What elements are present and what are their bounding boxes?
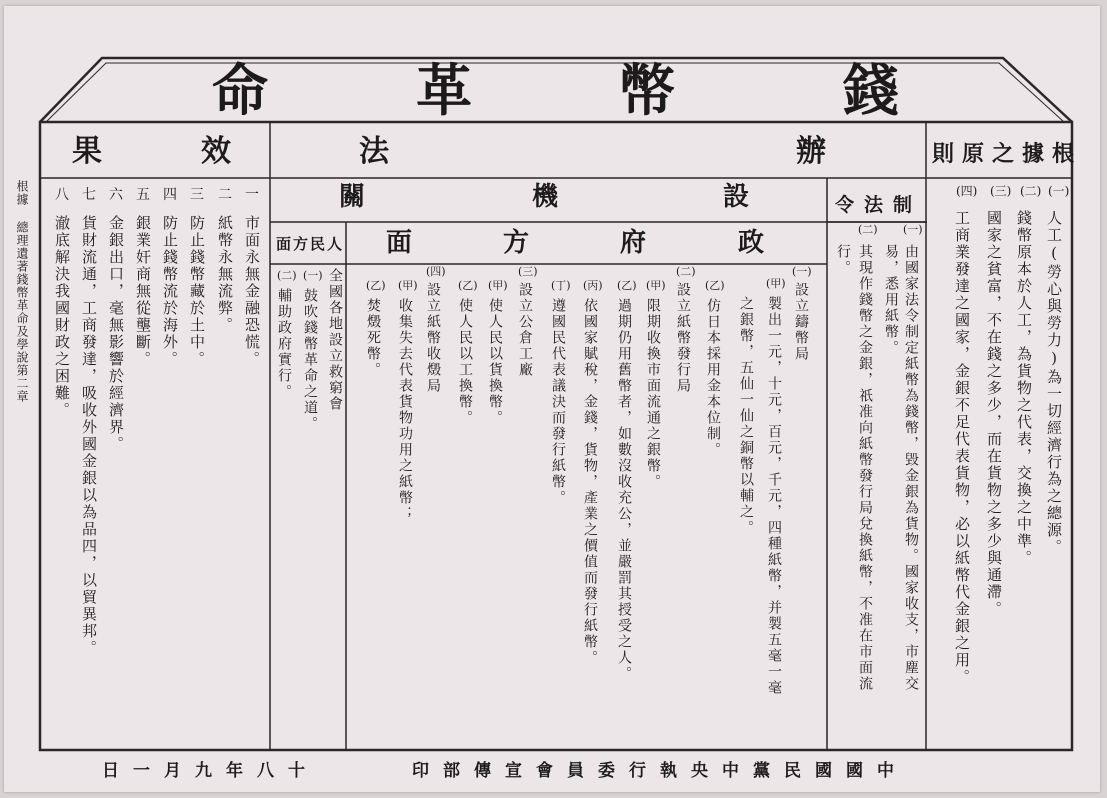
gov-head-2: 設立紙幣發行局 — [675, 282, 691, 394]
gov-header-char-3: 方 — [503, 228, 530, 258]
gov-2-sub-2-line: 過期仍用舊幣者，如數沒收充公，並嚴罰其授受之人。 — [616, 298, 632, 682]
principle-text-3: 國家之貧富，不在錢之多少，而在貨物之多少與通滯。 — [985, 210, 1003, 618]
method-header-char-1: 辦 — [796, 134, 826, 169]
decree-header: 制法令 — [835, 194, 923, 216]
principle-num-3: (三) — [990, 184, 1012, 198]
gov-2-sub-4-num: (丁) — [551, 279, 571, 292]
effect-text-1: 市面永無金融恐慌。 — [243, 215, 261, 368]
gov-num-1: (一) — [792, 265, 812, 278]
agencies-header-char-2: 機 — [532, 182, 559, 212]
title-char-2: 幣 — [619, 58, 675, 124]
gov-1-sub-1-line-1: 製出一元，十元，百元，千元，四種紙幣，并製五毫一毫 — [766, 296, 782, 696]
decree-1-line-2: 易，悉用紙幣。 — [883, 244, 899, 356]
effect-header-char-2: 果 — [72, 134, 102, 169]
gov-2-sub-2-num: (乙) — [617, 279, 637, 292]
decree-1-line-1: 由國家法令制定紙幣為錢幣，毀金銀為貨物。國家收支，市塵交 — [903, 244, 919, 692]
effect-text-5: 銀業奸商無從壟斷。 — [134, 215, 152, 368]
people-num-2: (二) — [277, 269, 297, 282]
people-num-1: (一) — [303, 269, 323, 282]
gov-head-1: 設立鑄幣局 — [793, 282, 809, 362]
gov-4-sub-2-line: 焚燬死幣。 — [365, 298, 381, 378]
gov-2-sub-4-line: 遵國民代表議決而發行紙幣。 — [550, 298, 566, 506]
effect-num-1: 一 — [245, 187, 259, 203]
gov-4-sub-2-num: (乙) — [366, 279, 386, 292]
title-char-1: 錢 — [843, 58, 899, 124]
principle-header: 根據之原則 — [932, 141, 1083, 167]
method-header-char-2: 法 — [359, 134, 389, 169]
publisher-footer: 中國國民黨中央執行委員會宣傳部印 — [412, 761, 908, 781]
effect-num-4: 四 — [163, 187, 177, 203]
agencies-header-char-3: 關 — [339, 182, 366, 212]
effect-num-2: 二 — [218, 187, 232, 203]
effect-num-3: 三 — [190, 187, 204, 203]
principle-num-1: (一) — [1048, 184, 1070, 198]
principle-text-1: 人工(勞心與勞力)為一切經濟行為之總源。 — [1045, 210, 1063, 556]
gov-2-sub-0-num: (乙) — [705, 279, 725, 292]
people-1-text: 全國各地設立救窮會 — [327, 268, 343, 412]
decree-2-line-2: 行。 — [835, 244, 851, 276]
effect-text-7: 貨財流通，工商發達，吸收外國金銀以為品四，以貿異邦。 — [80, 215, 98, 657]
gov-2-sub-3-num: (丙) — [583, 279, 603, 292]
agencies-header-char-1: 設 — [723, 182, 750, 212]
gov-3-sub-1-num: (甲) — [488, 279, 508, 292]
gov-3-sub-2-num: (乙) — [458, 279, 478, 292]
effect-num-7: 七 — [82, 187, 96, 203]
gov-num-4: (四) — [426, 265, 446, 278]
title-char-4: 命 — [212, 58, 268, 124]
principle-num-4: (四) — [956, 184, 978, 198]
people-1-line-2: 鼓吹錢幣革命之道。 — [302, 288, 318, 432]
decree-num-2: (二) — [858, 223, 878, 236]
effect-text-4: 防止錢幣流於海外。 — [161, 215, 179, 368]
date-footer: 十八年九月一日 — [102, 761, 319, 781]
gov-3-sub-1-line: 使人民以貨換幣。 — [487, 298, 503, 426]
gov-num-3: (三) — [518, 265, 538, 278]
effect-num-6: 六 — [109, 187, 123, 203]
effect-text-8: 澈底解決我國財政之困難。 — [53, 215, 71, 419]
people-header: 人民方面 — [276, 235, 345, 253]
gov-num-2: (二) — [676, 265, 696, 278]
people-2-text: 輔助政府實行。 — [276, 288, 292, 400]
gov-header-char-2: 府 — [620, 228, 647, 258]
effect-num-5: 五 — [136, 187, 150, 203]
effect-num-8: 八 — [55, 187, 69, 203]
gov-head-4: 設立紙幣收燬局 — [425, 282, 441, 394]
effect-text-3: 防止錢幣藏於土中。 — [188, 215, 206, 368]
gov-1-sub-1-num: (甲) — [766, 277, 786, 290]
gov-1-sub-1-line-2: 之銀幣，五仙一仙之銅幣以輔之。 — [738, 296, 754, 536]
principle-text-4: 工商業發達之國家，金銀不足代表貨物，必以紙幣代金銀之用。 — [953, 210, 971, 686]
gov-4-sub-1-num: (甲) — [398, 279, 418, 292]
decree-2-line-1: 其現作錢幣之金銀，祇准向紙幣發行局兌換紙幣，不准在市面流 — [857, 244, 873, 692]
gov-header-char-1: 政 — [738, 228, 765, 258]
gov-2-sub-1-num: (甲) — [646, 279, 666, 292]
source-note: 根據 總理遺著錢幣革命及學說第二章 — [15, 180, 29, 403]
gov-2-sub-1-line: 限期收換市面流通之銀幣。 — [645, 298, 661, 490]
gov-2-sub-0-line: 仿日本採用金本位制。 — [705, 298, 721, 458]
effect-header-char-1: 效 — [201, 134, 231, 169]
gov-4-sub-1-line: 收集失去代表貨物功用之紙幣； — [397, 298, 413, 522]
gov-header-char-4: 面 — [386, 228, 413, 258]
principle-text-2: 錢幣原本於人工，為貨物之代表，交換之中準。 — [1015, 210, 1033, 567]
gov-2-sub-3-line: 依國家賦稅，金錢，貨物，產業之價值而發行紙幣。 — [582, 298, 598, 666]
decree-num-1: (一) — [903, 223, 923, 236]
effect-text-2: 紙幣永無流弊。 — [216, 215, 234, 334]
effect-text-6: 金銀出口，毫無影響於經濟界。 — [107, 215, 125, 453]
gov-3-sub-2-line: 使人民以工換幣。 — [457, 298, 473, 426]
gov-head-3: 設立公倉工廠 — [517, 282, 533, 378]
title-char-3: 革 — [416, 58, 472, 124]
principle-num-2: (二) — [1020, 184, 1042, 198]
